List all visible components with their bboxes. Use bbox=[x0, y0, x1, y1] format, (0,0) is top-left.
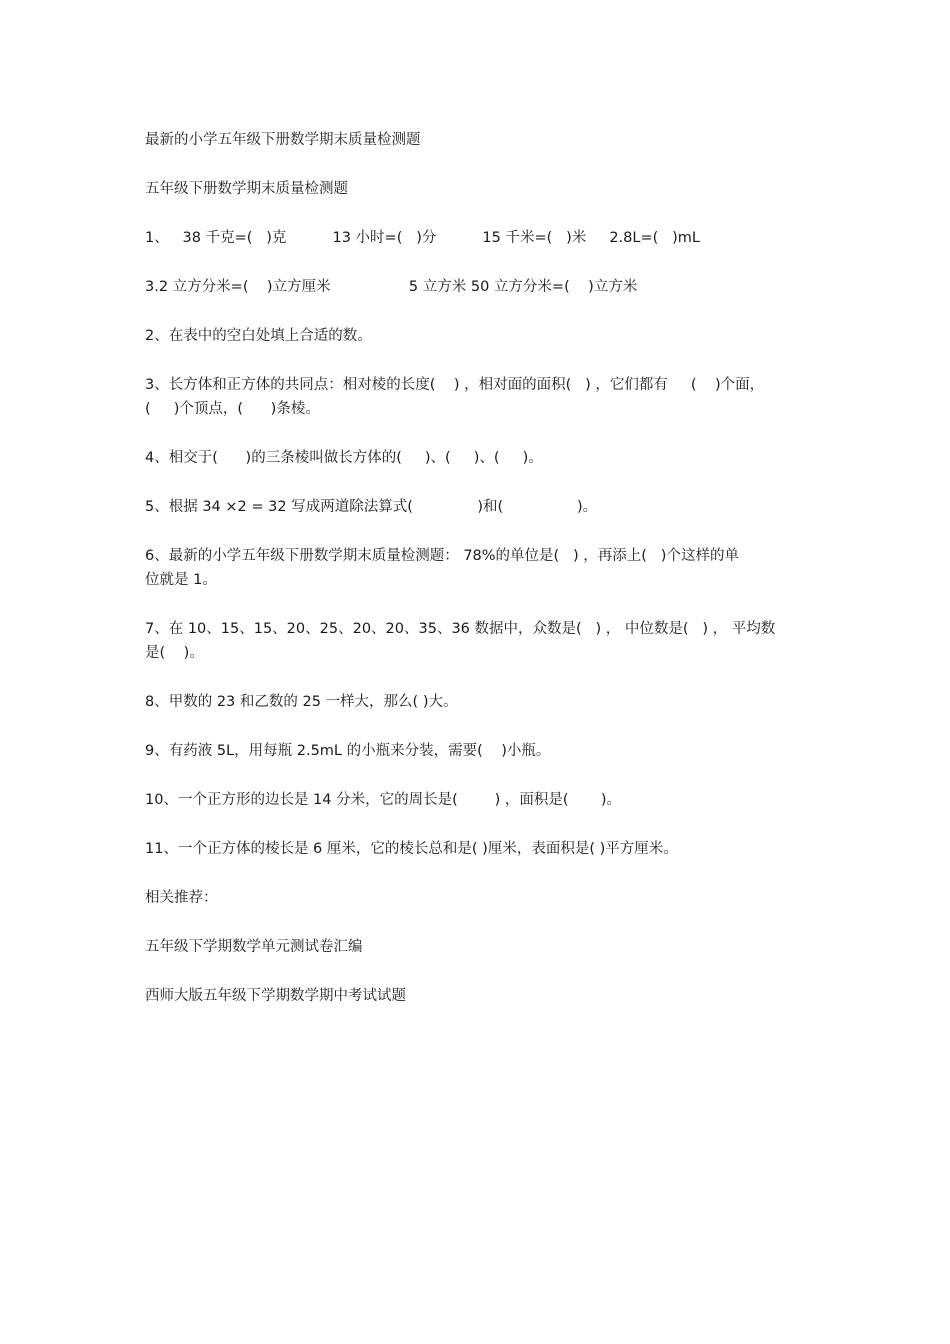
question-3-line-1: 3、长方体和正方体的共同点：相对棱的长度( ) ，相对面的面积( ) ，它们都有 ( )个面， bbox=[145, 377, 765, 393]
document-body bbox=[145, 128, 820, 1033]
question-1-line-2: 3.2 立方分米=( )立方厘米 5 立方米 50 立方分米=( )立方米 bbox=[145, 279, 638, 295]
question-7 bbox=[145, 617, 820, 665]
question-3 bbox=[145, 373, 820, 421]
question-5: 5、根据 34 ×2 = 32 写成两道除法算式( )和( )。 bbox=[145, 499, 598, 515]
question-7-line-2: 是( )。 bbox=[145, 645, 204, 661]
question-9: 9、有药液 5L，用每瓶 2.5mL 的小瓶来分装，需要( )小瓶。 bbox=[145, 743, 551, 759]
question-6-line-1: 6、最新的小学五年级下册数学期末质量检测题： 78%的单位是( ) ，再添上( )个这样的单 bbox=[145, 548, 739, 564]
question-6-line-2: 位就是 1。 bbox=[145, 572, 217, 588]
question-6 bbox=[145, 544, 820, 592]
question-7-line-1: 7、在 10、15、15、20、25、20、20、35、36 数据中，众数是( ) ， 中位数是( ) ， 平均数 bbox=[145, 621, 776, 637]
question-10: 10、一个正方形的边长是 14 分米，它的周长是( ) ，面积是( )。 bbox=[145, 792, 621, 808]
question-2: 2、在表中的空白处填上合适的数。 bbox=[145, 328, 372, 344]
related-label: 相关推荐： bbox=[145, 890, 218, 906]
question-1-line-1: 1、 38 千克=( )克 13 小时=( )分 15 千米=( )米 2.8L=( )mL bbox=[145, 230, 700, 246]
question-8: 8、甲数的 23 和乙数的 25 一样大，那么( )大。 bbox=[145, 694, 458, 710]
question-11: 11、一个正方体的棱长是 6 厘米，它的棱长总和是( )厘米，表面积是( )平方厘米。 bbox=[145, 841, 678, 857]
question-4: 4、相交于( )的三条棱叫做长方体的( )、( )、( )。 bbox=[145, 450, 543, 466]
related-link-1[interactable]: 五年级下学期数学单元测试卷汇编 bbox=[145, 939, 363, 955]
document-title: 最新的小学五年级下册数学期末质量检测题 bbox=[145, 132, 421, 148]
related-link-2[interactable]: 西师大版五年级下学期数学期中考试试题 bbox=[145, 988, 406, 1004]
document-subtitle: 五年级下册数学期末质量检测题 bbox=[145, 181, 348, 197]
question-3-line-2: ( )个顶点，( )条棱。 bbox=[145, 401, 320, 417]
